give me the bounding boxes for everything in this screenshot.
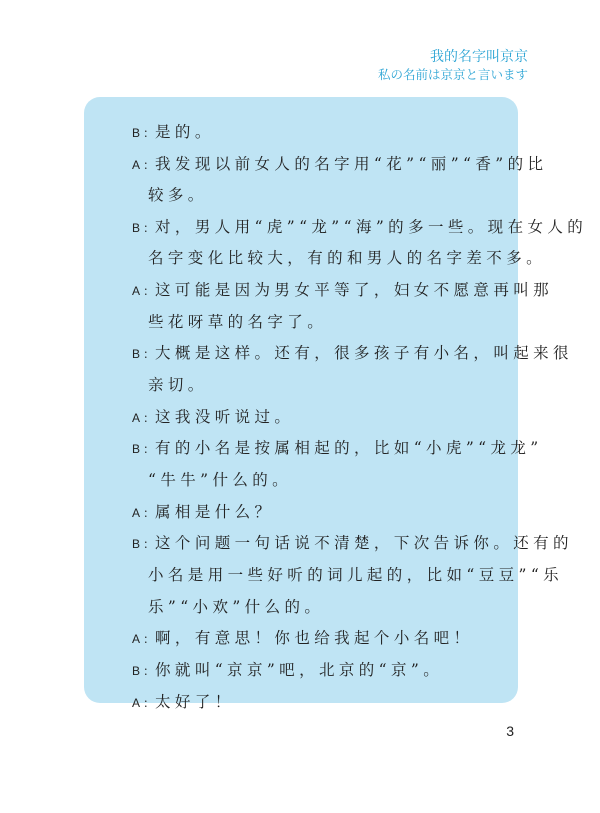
speaker-label: B [132, 537, 141, 551]
dialogue-line [132, 440, 543, 458]
speaker-label: B [132, 442, 141, 456]
speaker-separator: ： [143, 347, 156, 361]
dialogue-text: 名字变化比较大，有的和男人的名字差不多。 [148, 249, 547, 267]
dialogue-text: 小名是用一些好听的词儿起的，比如“豆豆”“乐 [148, 566, 564, 584]
dialogue-text: 是的。 [155, 123, 215, 141]
page-number: 3 [506, 723, 514, 739]
speaker-separator: ： [143, 442, 156, 456]
speaker-label: A [132, 284, 141, 298]
dialogue-text: 有的小名是按属相起的，比如“小虎”“龙龙” [155, 439, 543, 457]
dialogue-line [132, 282, 553, 300]
dialogue-text: 乐”“小欢”什么的。 [148, 598, 325, 616]
dialogue-text: 对，男人用“虎”“龙”“海”的多一些。现在女人的 [155, 218, 588, 236]
dialogue-line [132, 156, 547, 174]
speaker-label: A [132, 506, 141, 520]
dialogue-line-continued [148, 377, 208, 394]
dialogue-line [132, 124, 215, 142]
dialogue-panel [84, 97, 588, 711]
dialogue-line [132, 409, 294, 427]
speaker-separator: ： [143, 411, 156, 425]
dialogue-line [132, 535, 573, 553]
dialogue-text: “牛牛”什么的。 [148, 471, 293, 489]
dialogue [84, 97, 588, 711]
speaker-separator: ： [143, 632, 156, 646]
dialogue-line [132, 694, 235, 712]
dialogue-text: 些花呀草的名字了。 [148, 313, 328, 331]
speaker-label: A [132, 158, 141, 172]
dialogue-line [132, 662, 443, 680]
speaker-separator: ： [143, 537, 156, 551]
dialogue-line-continued [148, 472, 292, 489]
speaker-label: B [132, 126, 141, 140]
dialogue-text: 你就叫“京京”吧，北京的“京”。 [155, 661, 444, 679]
dialogue-line-continued [148, 314, 327, 331]
dialogue-text: 较多。 [148, 186, 208, 204]
dialogue-line-continued [148, 250, 546, 267]
speaker-separator: ： [143, 284, 156, 298]
chapter-subtitle: 私の名前は京京と言います [377, 67, 528, 82]
dialogue-line-continued [148, 599, 324, 616]
dialogue-text: 属相是什么？ [155, 503, 275, 521]
dialogue-text: 这可能是因为男女平等了，妇女不愿意再叫那 [155, 281, 554, 299]
dialogue-text: 我发现以前女人的名字用“花”“丽”“香”的比 [155, 155, 548, 173]
dialogue-line [132, 219, 587, 237]
dialogue-line-continued [148, 567, 563, 584]
speaker-separator: ： [143, 221, 156, 235]
speaker-label: B [132, 664, 141, 678]
speaker-separator: ： [143, 664, 156, 678]
speaker-separator: ： [143, 696, 156, 710]
speaker-label: B [132, 347, 141, 361]
dialogue-text: 大概是这样。还有，很多孩子有小名，叫起来很 [155, 344, 573, 362]
speaker-label: A [132, 411, 141, 425]
speaker-separator: ： [143, 126, 156, 140]
dialogue-text: 这个问题一句话说不清楚，下次告诉你。还有的 [155, 534, 573, 552]
dialogue-line [132, 630, 473, 648]
speaker-label: A [132, 696, 141, 710]
speaker-separator: ： [143, 158, 156, 172]
chapter-title: 我的名字叫京京 [430, 49, 528, 65]
speaker-label: A [132, 632, 141, 646]
dialogue-text: 太好了！ [155, 693, 235, 711]
speaker-separator: ： [143, 506, 156, 520]
dialogue-line [132, 504, 274, 522]
dialogue-text: 亲切。 [148, 376, 208, 394]
speaker-label: B [132, 221, 141, 235]
dialogue-line-continued [148, 187, 208, 204]
dialogue-line [132, 345, 573, 363]
dialogue-text: 啊，有意思！你也给我起个小名吧！ [155, 629, 474, 647]
dialogue-text: 这我没听说过。 [155, 408, 295, 426]
